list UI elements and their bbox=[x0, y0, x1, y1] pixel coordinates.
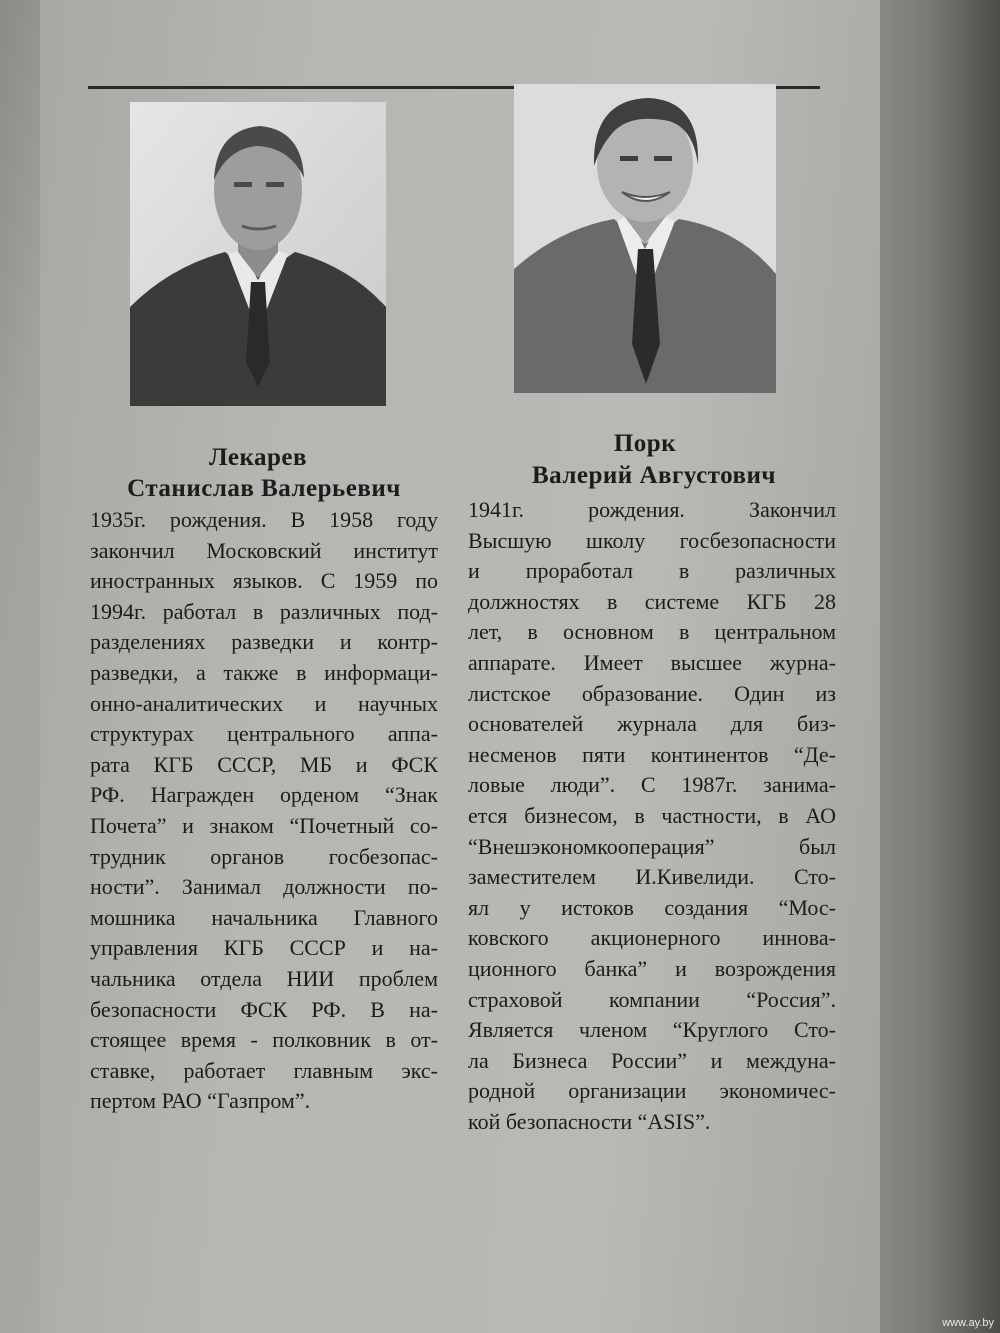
bio-line: ял у истоков создания “Мос- bbox=[468, 894, 836, 920]
bio-line: структурах центрального аппа- bbox=[90, 721, 438, 747]
bio-line: ности”. Занимал должности по- bbox=[90, 874, 438, 900]
left-biography bbox=[90, 505, 438, 1117]
bio-line: разделениях разведки и контр- bbox=[90, 629, 438, 655]
bio-line: мошника начальника Главного bbox=[90, 904, 438, 930]
bio-line: разведки, а также в информаци- bbox=[90, 659, 438, 685]
bio-line: 1941г. рождения. Закончил bbox=[468, 497, 836, 522]
bio-line: заместителем И.Кивелиди. Сто- bbox=[468, 864, 836, 890]
bio-line: Высшую школу госбезопасности bbox=[468, 527, 836, 553]
book-edge bbox=[880, 0, 1000, 1333]
bio-line: закончил Московский институт bbox=[90, 537, 438, 563]
bio-line: безопасности ФСК РФ. В на- bbox=[90, 996, 438, 1022]
bio-line: управления КГБ СССР и на- bbox=[90, 935, 438, 961]
bio-line: кой безопасности “ASIS”. bbox=[468, 1108, 711, 1134]
bio-line: ловые люди”. С 1987г. занима- bbox=[468, 772, 836, 798]
left-surname: Лекарев bbox=[208, 444, 308, 471]
bio-line: родной организации экономичес- bbox=[468, 1078, 836, 1104]
bio-line: ставке, работает главным экс- bbox=[90, 1057, 438, 1083]
bio-line: ционного банка” и возрождения bbox=[468, 955, 836, 981]
bio-line: листское образование. Один из bbox=[468, 680, 836, 706]
bio-line: пертом РАО “Газпром”. bbox=[90, 1088, 311, 1114]
bio-line: онно-аналитических и научных bbox=[90, 690, 438, 716]
bio-line: рата КГБ СССР, МБ и ФСК bbox=[90, 751, 438, 777]
portrait-photo-right bbox=[514, 84, 776, 393]
bio-line: несменов пяти континентов “Де- bbox=[468, 741, 836, 767]
bio-line: ковского акционерного иннова- bbox=[468, 925, 836, 951]
right-full-name: Валерий Августович bbox=[531, 462, 777, 489]
bio-line: основателей журнала для биз- bbox=[468, 711, 836, 737]
bio-line: Является членом “Круглого Сто- bbox=[468, 1017, 836, 1043]
bio-line: чальника отдела НИИ проблем bbox=[90, 965, 438, 991]
bio-line: должностях в системе КГБ 28 bbox=[468, 588, 836, 614]
left-full-name: Станислав Валерьевич bbox=[127, 475, 401, 502]
bio-line: “Внешэкономкооперация” был bbox=[468, 833, 836, 859]
watermark: www.ay.by bbox=[942, 1317, 994, 1329]
bio-line: стоящее время - полковник в от- bbox=[90, 1027, 438, 1053]
bio-line: иностранных языков. С 1959 по bbox=[90, 568, 438, 594]
bio-line: лет, в основном в центральном bbox=[468, 619, 836, 645]
bio-line: трудник органов госбезопас- bbox=[90, 843, 438, 869]
right-surname: Порк bbox=[613, 430, 677, 457]
right-biography bbox=[468, 495, 836, 1137]
bio-line: аппарате. Имеет высшее журна- bbox=[468, 649, 836, 675]
bio-line: ется бизнесом, в частности, в АО bbox=[468, 802, 836, 828]
bio-line: Почета” и знаком “Почетный со- bbox=[90, 812, 438, 838]
bio-line: 1994г. работал в различных под- bbox=[90, 598, 438, 624]
bio-line: 1935г. рождения. В 1958 году bbox=[90, 507, 438, 532]
bio-line: ла Бизнеса России” и междуна- bbox=[468, 1047, 836, 1073]
bio-line: и проработал в различных bbox=[468, 558, 836, 584]
bio-line: РФ. Награжден орденом “Знак bbox=[90, 782, 438, 808]
bio-line: страховой компании “Россия”. bbox=[468, 986, 836, 1012]
portrait-photo-left bbox=[130, 102, 386, 406]
